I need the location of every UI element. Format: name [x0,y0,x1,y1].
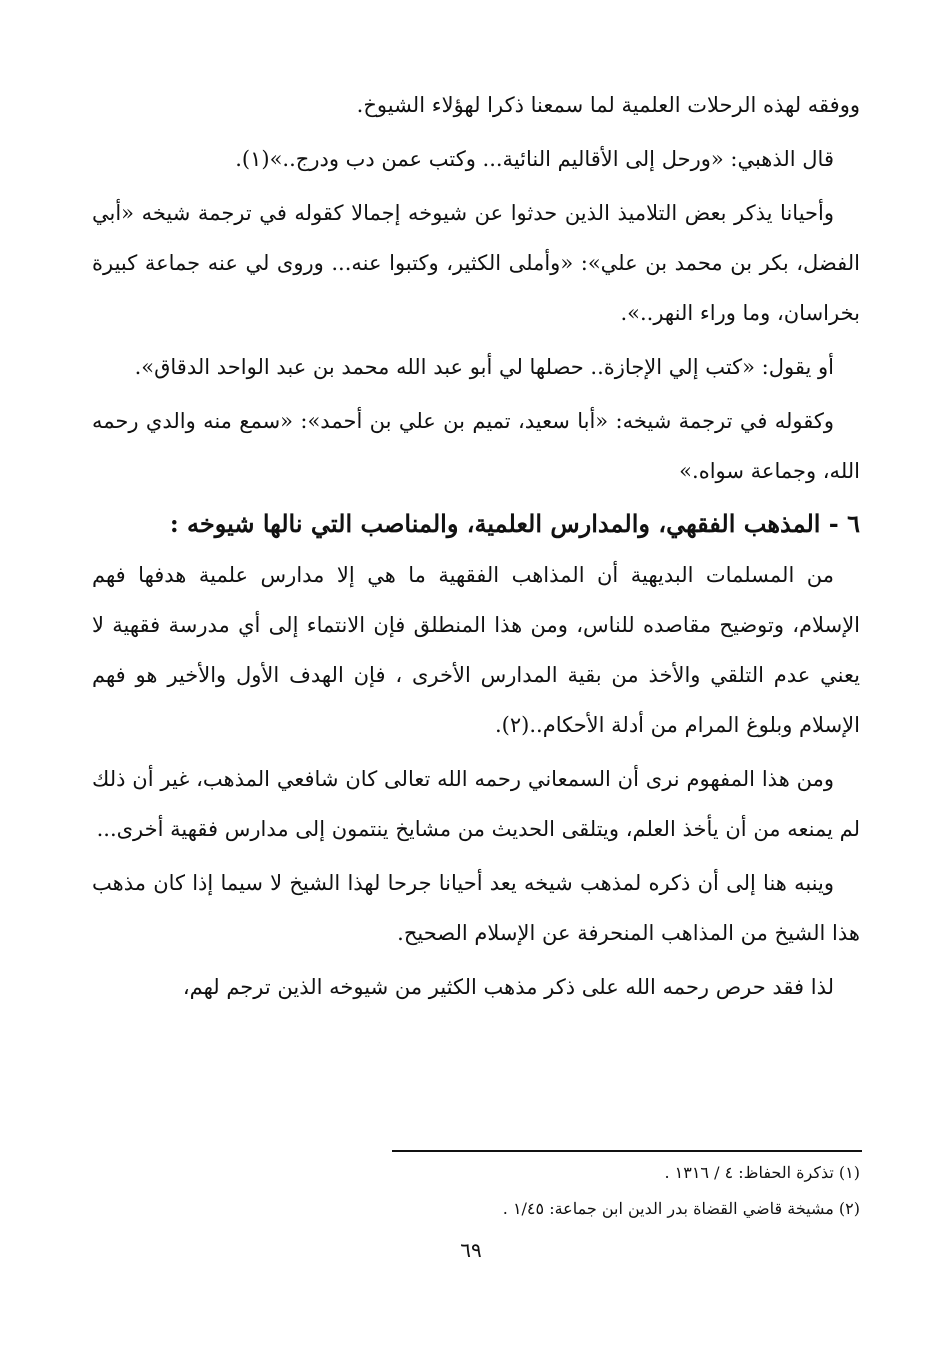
paragraph-7: ومن هذا المفهوم نرى أن السمعاني رحمه الله تعالى كان شافعي المذهب، غير أن ذلك لم يمنعه من أن يأخذ العلم، ويتلقى الحديث من مشايخ ينتمون إلى مدارس فقهية أخرى... [92,767,860,841]
paragraph-3: وأحيانا يذكر بعض التلاميذ الذين حدثوا عن شيوخه إجمالا كقوله في ترجمة شيخه «أبي الفضل، بكر بن محمد بن علي»: «وأملى الكثير، وكتبوا عنه... وروى لي عنه جماعة كبيرة بخراسان، وما وراء النهر..». [92,201,860,325]
paragraph-1: ووفقه لهذه الرحلات العلمية لما سمعنا ذكرا لهؤلاء الشيوخ. [356,93,860,117]
paragraph-8: وينبه هنا إلى أن ذكره لمذهب شيخه يعد أحيانا جرحا لهذا الشيخ لا سيما إذا كان مذهب هذا الشيخ من المذاهب المنحرفة عن الإسلام الصحيح. [92,871,860,945]
paragraph-5: وكقوله في ترجمة شيخه: «أبا سعيد، تميم بن علي بن أحمد»: «سمع منه والدي رحمه الله، وجماعة سواه.» [92,409,860,483]
paragraph-4: أو يقول: «كتب إلي الإجازة.. حصلها لي أبو عبد الله محمد بن عبد الواحد الدقاق». [134,355,834,379]
paragraph-2: قال الذهبي: «ورحل إلى الأقاليم النائية... وكتب عمن دب ودرج..»(١). [235,147,834,171]
footnotes [92,1155,860,1227]
main-text [92,80,860,1016]
footnote-1: (١) تذكرة الحفاظ: ٤ / ١٣١٦ . [664,1163,860,1182]
page-number: ٦٩ [460,1238,482,1262]
footnote-divider [392,1150,862,1152]
paragraph-6: من المسلمات البديهية أن المذاهب الفقهية ما هي إلا مدارس علمية هدفها فهم الإسلام، وتوضيح مقاصده للناس، ومن هذا المنطلق فإن الانتماء إلى أي مدرسة فقهية لا يعني عدم التلقي والأخذ من بقية المدارس الأخرى ، فإن الهدف الأول والأخير هو فهم الإسلام وبلوغ المرام من أدلة الأحكام..(٢). [92,563,860,737]
footnote-2: (٢) مشيخة قاضي القضاة بدر الدين ابن جماعة: ١/٤٥ . [502,1199,860,1218]
section-heading: ٦ - المذهب الفقهي، والمدارس العلمية، والمناصب التي نالها شيوخه : [169,509,860,538]
paragraph-9: لذا فقد حرص رحمه الله على ذكر مذهب الكثير من شيوخه الذين ترجم لهم، [182,975,834,999]
